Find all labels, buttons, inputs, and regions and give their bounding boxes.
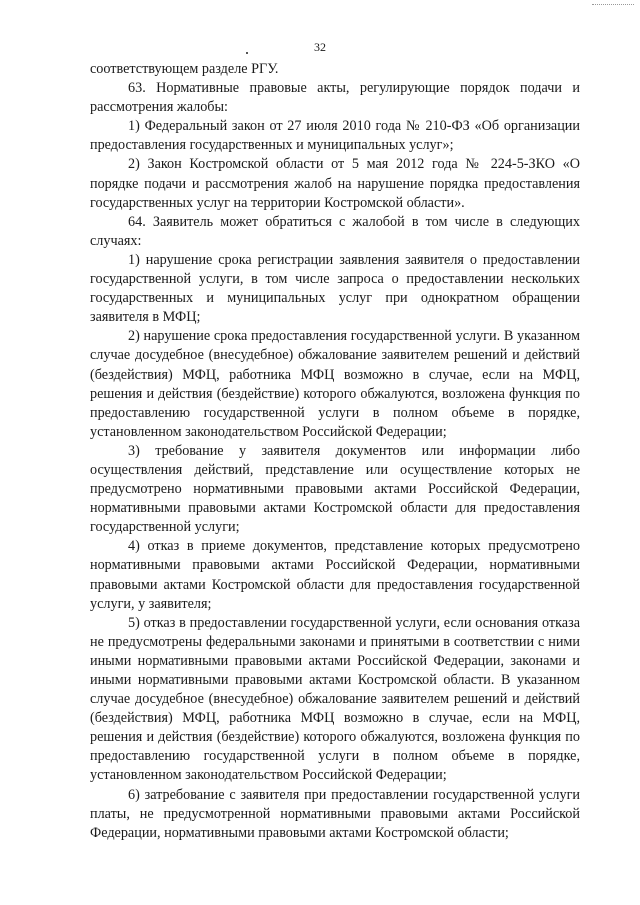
paragraph-63: 63. Нормативные правовые акты, регулирующие порядок подачи и рассмотрения жалобы: <box>90 80 580 116</box>
paragraph-continuation: соответствующем разделе РГУ. <box>90 61 279 77</box>
paragraph-64-item-4: 4) отказ в приеме документов, представление которых предусмотрено нормативными правовыми актами Российской Федерации, нормативными правовыми актами Костромской области для предоставления государственной услуги, у заявителя; <box>90 538 580 612</box>
paragraph-63-item-1: 1) Федеральный закон от 27 июля 2010 года № 210-ФЗ «Об организации предоставления государственных и муниципальных услуг»; <box>90 118 580 154</box>
paragraph-64: 64. Заявитель может обратиться с жалобой в том числе в следующих случаях: <box>90 213 580 249</box>
paragraph-64-item-2: 2) нарушение срока предоставления государственной услуги. В указанном случае досудебное (внесудебное) обжалование заявителем решений и действий (бездействия) МФЦ, работника МФЦ возможно в случае, если на МФЦ, решения и действия (бездействие) которого обжалуются, возложена функция по предоставлению государственной услуги в полном объеме в порядке, установленном законодательством Российской Федерации; <box>90 328 580 440</box>
scan-speck <box>246 52 248 54</box>
paragraph-64-item-1: 1) нарушение срока регистрации заявления заявителя о предоставлении государственной услуги, в том числе запроса о предоставлении нескольких государственных и муниципальных услуг при однократном обращении заявителя в МФЦ; <box>90 251 580 326</box>
document-body <box>90 60 580 843</box>
scan-corner-mark <box>592 4 634 5</box>
paragraph-64-item-3: 3) требование у заявителя документов или информации либо осуществления действий, представление или осуществление которых не предусмотрено нормативными правовыми актами Российской Федерации, нормативными правовыми актами Костромской области для предоставления государственной услуги; <box>90 442 580 536</box>
paragraph-64-item-6: 6) затребование с заявителя при предоставлении государственной услуги платы, не предусмотренной нормативными правовыми актами Российской Федерации, нормативными правовыми актами Костромской области; <box>90 786 580 841</box>
paragraph-63-item-2: 2) Закон Костромской области от 5 мая 2012 года № 224-5-ЗКО «О порядке подачи и рассмотрения жалоб на нарушение порядка предоставления государственных услуг на территории Костромской области». <box>90 156 580 211</box>
paragraph-64-item-5: 5) отказ в предоставлении государственной услуги, если основания отказа не предусмотрены федеральными законами и принятыми в соответствии с ними иными нормативными правовыми актами Российской Федерации, законами и иными нормативными правовыми актами Костромской области. В указанном случае досудебное (внесудебное) обжалование заявителем решений и действий (бездействия) МФЦ, работника МФЦ возможно в случае, если на МФЦ, решения и действия (бездействие) которого обжалуются, возложена функция по предоставлению государственной услуги в полном объеме в порядке, установленном законодательством Российской Федерации; <box>90 614 580 784</box>
page-number: 32 <box>314 40 326 54</box>
